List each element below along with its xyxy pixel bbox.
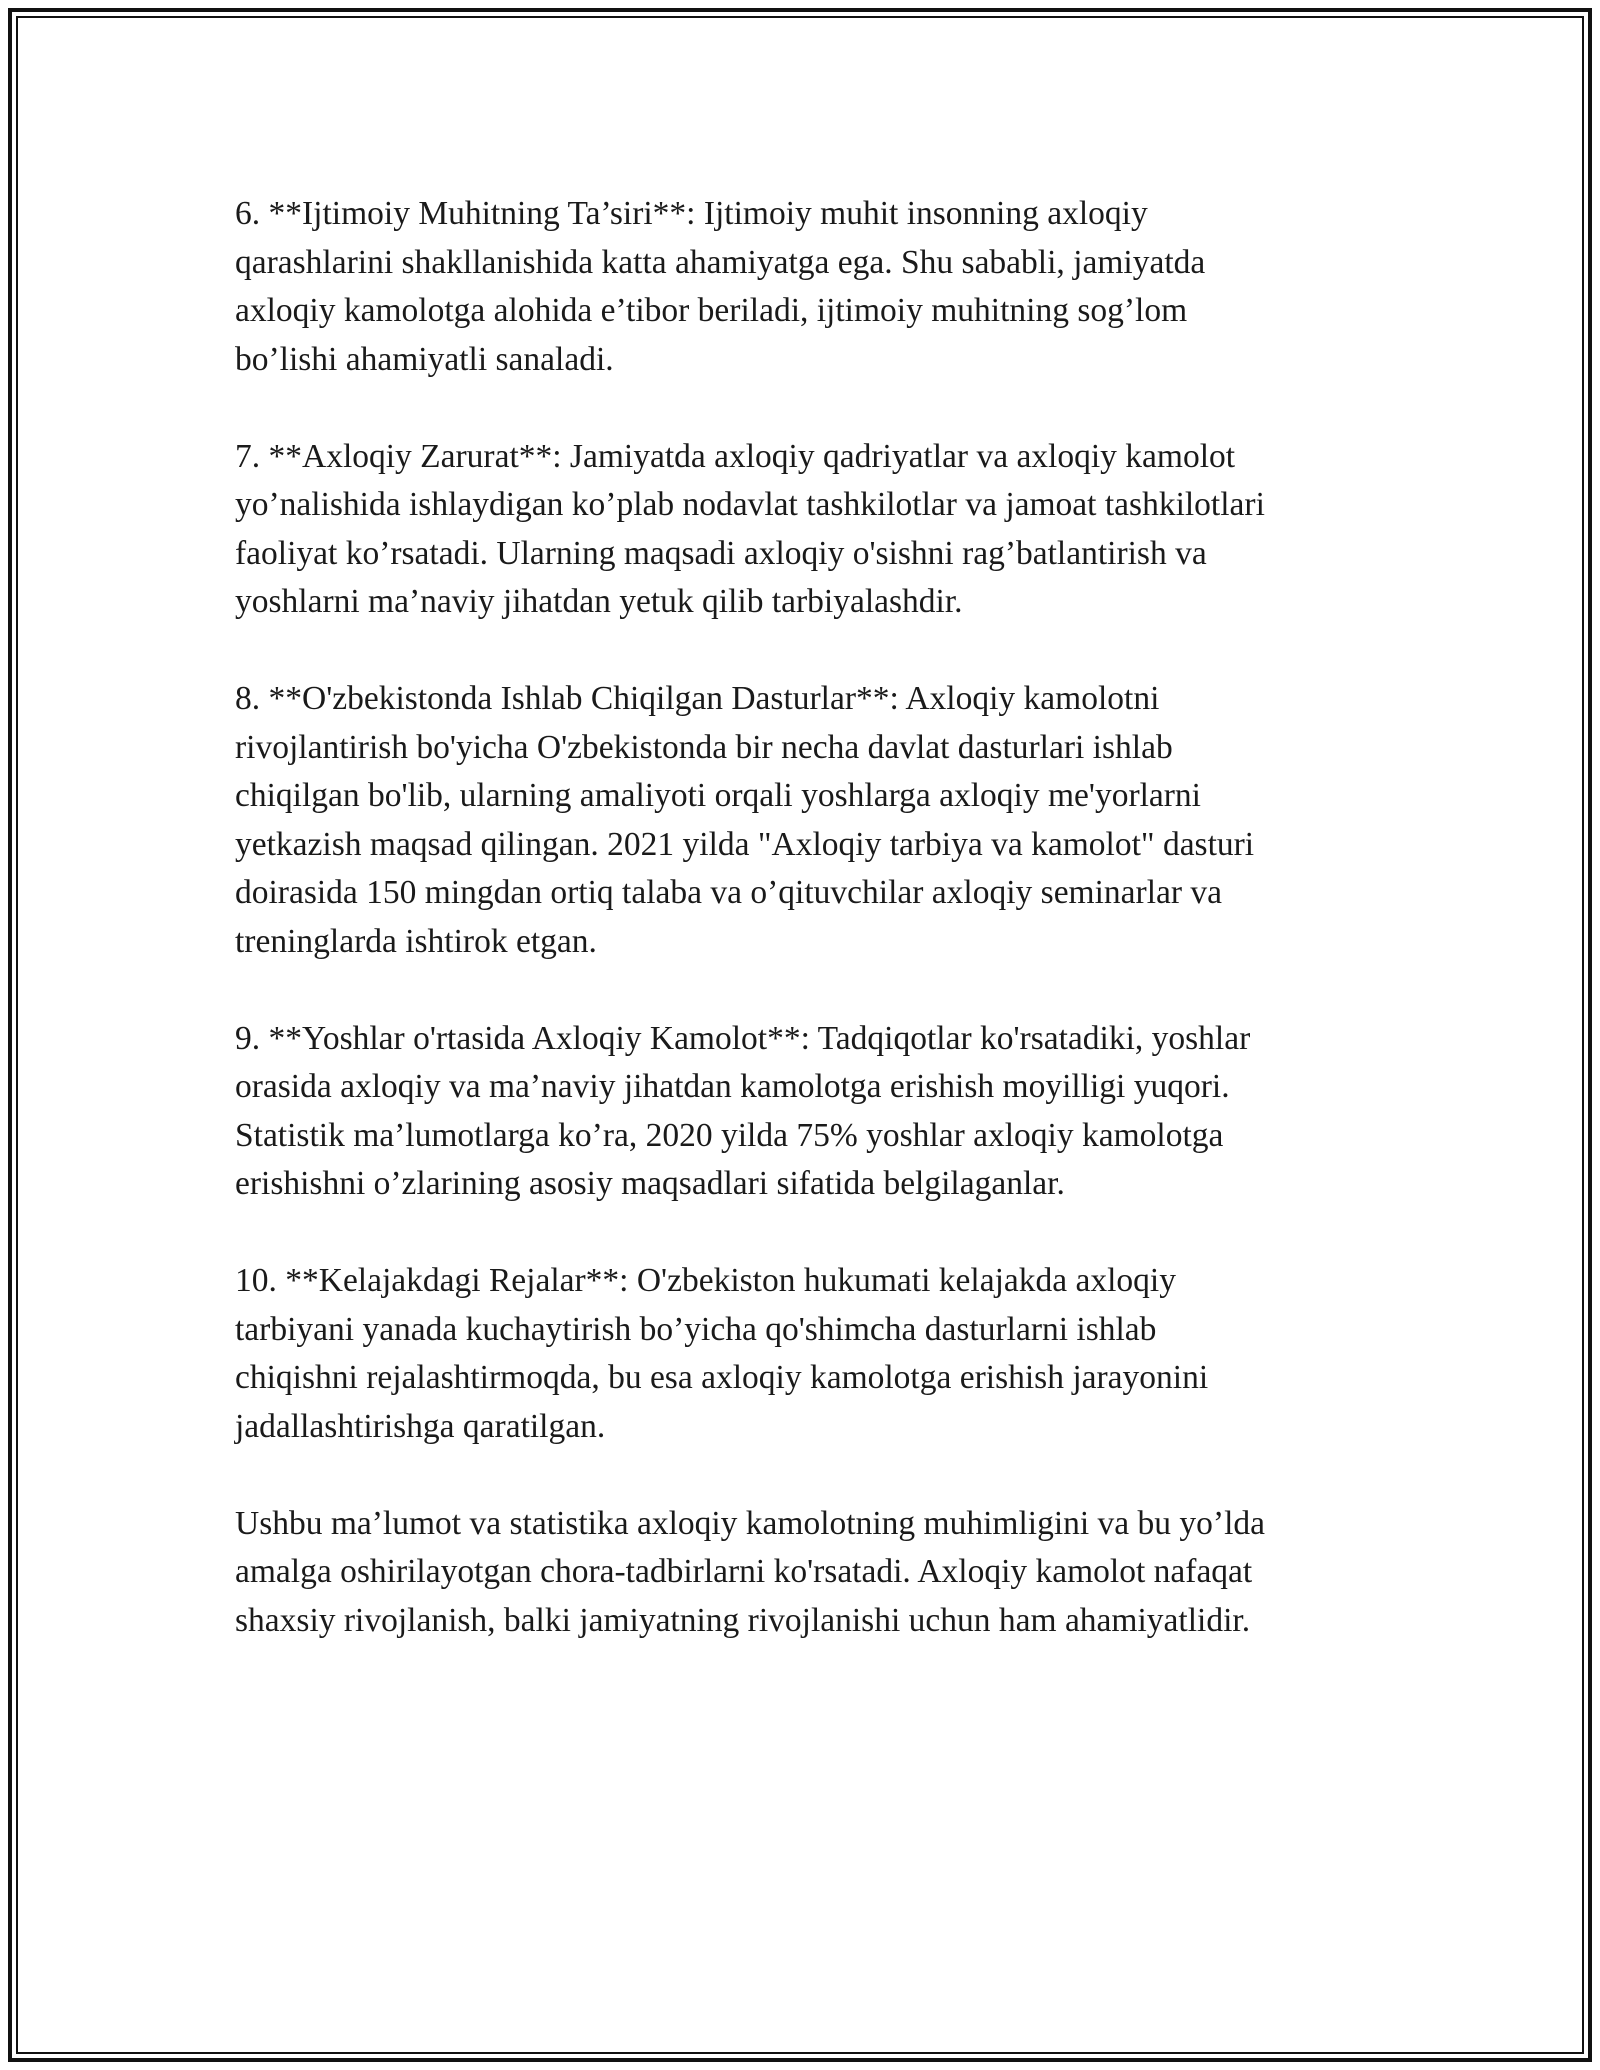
text-line: bo’lishi ahamiyatli sanaladi. — [235, 340, 614, 378]
paragraph-ijtimoiy-muhit — [235, 190, 1375, 384]
text-line: shaxsiy rivojlanish, balki jamiyatning rivojlanishi uchun ham ahamiyatlidir. — [235, 1601, 1251, 1639]
text-line: Statistik ma’lumotlarga ko’ra, 2020 yilda 75% yoshlar axloqiy kamolotga — [235, 1116, 1224, 1154]
paragraph-dasturlar — [235, 675, 1375, 966]
paragraph-yoshlar-kamolot — [235, 1015, 1375, 1209]
text-line: yoshlarni ma’naviy jihatdan yetuk qilib tarbiyalashdir. — [235, 583, 963, 620]
text-line: treninglarda ishtirok etgan. — [235, 922, 597, 960]
text-line: 8. **O'zbekistonda Ishlab Chiqilgan Dasturlar**: Axloqiy kamolotni — [235, 680, 1160, 717]
text-line: orasida axloqiy va ma’naviy jihatdan kamolotga erishish moyilligi yuqori. — [235, 1068, 1230, 1105]
text-line: tarbiyani yanada kuchaytirish bo’yicha qo'shimcha dasturlarni ishlab — [235, 1310, 1157, 1348]
paragraph-kelajak-rejalar — [235, 1257, 1375, 1451]
text-line: 7. **Axloqiy Zarurat**: Jamiyatda axloqiy qadriyatlar va axloqiy kamolot — [235, 437, 1236, 475]
text-line: amalga oshirilayotgan chora-tadbirlarni ko'rsatadi. Axloqiy kamolot nafaqat — [235, 1553, 1253, 1590]
text-line: 9. **Yoshlar o'rtasida Axloqiy Kamolot**: Tadqiqotlar ko'rsatadiki, yoshlar — [235, 1019, 1251, 1057]
text-line: chiqilgan bo'lib, ularning amaliyoti orqali yoshlarga axloqiy me'yorlarni — [235, 777, 1201, 814]
text-line: chiqishni rejalashtirmoqda, bu esa axloqiy kamolotga erishish jarayonini — [235, 1359, 1209, 1396]
text-line: yetkazish maqsad qilingan. 2021 yilda "Axloqiy tarbiya va kamolot" dasturi — [235, 825, 1255, 863]
text-line: 6. **Ijtimoiy Muhitning Ta’siri**: Ijtimoiy muhit insonning axloqiy — [235, 195, 1148, 232]
text-line: faoliyat ko’rsatadi. Ularning maqsadi axloqiy o'sishni rag’batlantirish va — [235, 534, 1207, 572]
paragraph-conclusion — [235, 1500, 1375, 1646]
text-line: doirasida 150 mingdan ortiq talaba va o’qituvchilar axloqiy seminarlar va — [235, 874, 1223, 911]
text-line: axloqiy kamolotga alohida e’tibor beriladi, ijtimoiy muhitning sog’lom — [235, 292, 1188, 329]
text-line: yo’nalishida ishlaydigan ko’plab nodavlat tashkilotlar va jamoat tashkilotlari — [235, 486, 1265, 523]
paragraph-axloqiy-zarurat — [235, 433, 1375, 627]
text-line: erishishni o’zlarining asosiy maqsadlari sifatida belgilaganlar. — [235, 1165, 1065, 1202]
text-line: Ushbu ma’lumot va statistika axloqiy kamolotning muhimligini va bu yo’lda — [235, 1504, 1266, 1542]
text-line: rivojlantirish bo'yicha O'zbekistonda bir necha davlat dasturlari ishlab — [235, 728, 1173, 766]
text-line: 10. **Kelajakdagi Rejalar**: O'zbekiston hukumati kelajakda axloqiy — [235, 1262, 1176, 1299]
text-line: jadallashtirishga qaratilgan. — [235, 1407, 606, 1445]
text-line: qarashlarini shakllanishida katta ahamiyatga ega. Shu sababli, jamiyatda — [235, 243, 1206, 281]
document-body — [235, 190, 1375, 1694]
